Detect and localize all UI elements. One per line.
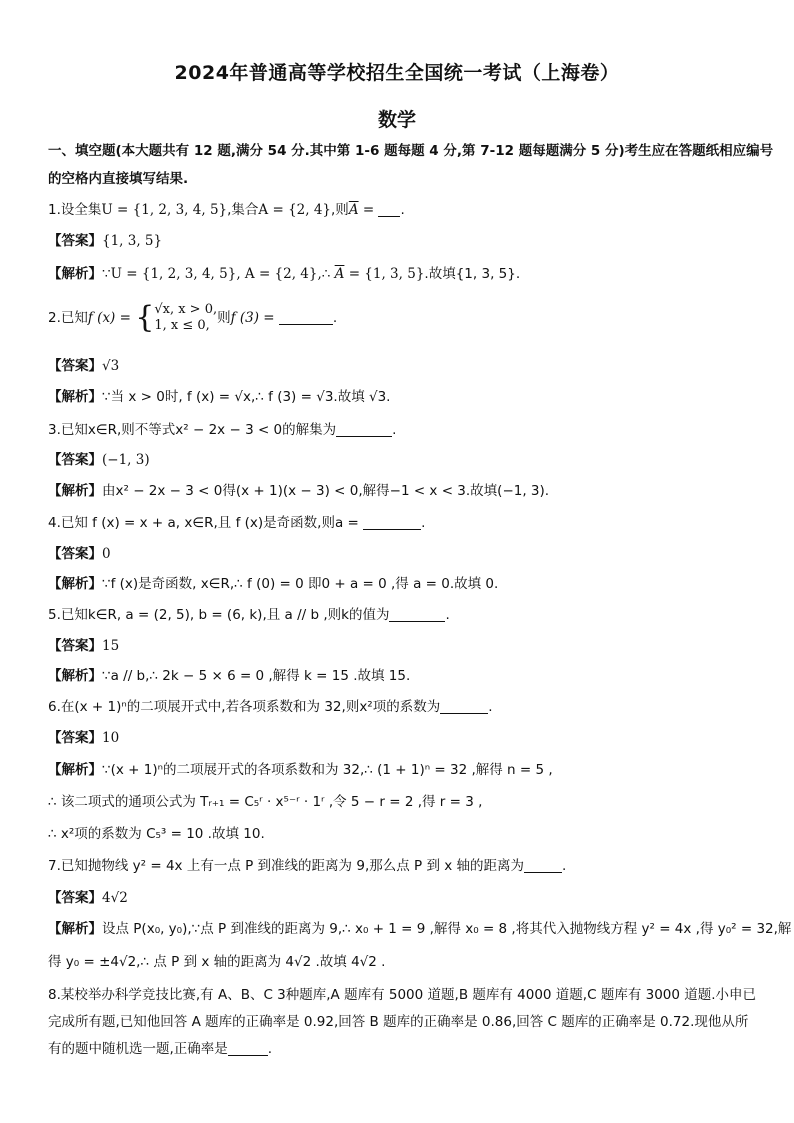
q5-answer-blank	[389, 607, 445, 622]
analysis-label: 【解析】	[48, 576, 102, 592]
answer-label: 【答案】	[48, 358, 102, 374]
analysis-label: 【解析】	[48, 668, 102, 684]
answer-3	[48, 451, 748, 469]
subject-title: 数学	[377, 109, 416, 131]
analysis-6-line3: ∴ x²项的系数为 C₅³ = 10 .故填 10.	[48, 826, 265, 842]
question-4: 4.已知 f (x) = x + a, x∈R,且 f (x)是奇函数,则a = .	[48, 515, 426, 531]
q2-cases	[154, 302, 217, 334]
q3-stem: 3.已知x∈R,则不等式x² − 2x − 3 < 0的解集为	[48, 422, 337, 438]
analysis-4	[48, 575, 748, 593]
q2-answer-blank	[279, 310, 333, 325]
analysis-1-c: .故填{1, 3, 5}.	[424, 266, 521, 282]
q1-stem-d: =	[358, 202, 379, 218]
q4-answer-blank	[363, 515, 421, 530]
analysis-7-text1: 设点 P(x₀, y₀),∵点 P 到准线的距离为 9,∴ x₀ + 1 = 9 ,解得 x₀ = 8 ,将其代入抛物线方程 y² = 4x ,得 y₀² = 32,解	[102, 921, 792, 937]
q6-stem: 6.在(x + 1)ⁿ的二项展开式中,若各项系数和为 32,则x²项的系数为	[48, 699, 441, 715]
q1-set-u: U = {1, 2, 3, 4, 5}	[101, 202, 228, 218]
answer-label: 【答案】	[48, 546, 102, 562]
q3-answer-blank	[336, 422, 392, 437]
analysis-label: 【解析】	[48, 389, 102, 405]
answer-label: 【答案】	[48, 890, 102, 906]
answer-7-value: 4√2	[102, 890, 128, 906]
answer-label: 【答案】	[48, 638, 102, 654]
q1-stem-c: ,则	[331, 202, 349, 218]
answer-1	[48, 232, 748, 250]
question-2: 2.已知f (x) = {√x, x > 0, 1, x ≤ 0, 则f (3) = .	[48, 300, 338, 335]
q8-answer-blank	[228, 1041, 268, 1056]
answer-2-value: √3	[102, 358, 120, 374]
q4-stem: 4.已知 f (x) = x + a, x∈R,且 f (x)是奇函数,则a =	[48, 515, 359, 531]
answer-2	[48, 357, 748, 375]
analysis-label: 【解析】	[48, 266, 102, 282]
section-instructions-line2: 的空格内直接填写结果.	[48, 171, 189, 187]
q7-stem: 7.已知抛物线 y² = 4x 上有一点 P 到准线的距离为 9,那么点 P 到 x 轴的距离为	[48, 858, 525, 874]
section-instructions-line1: 一、填空题(本大题共有 12 题,满分 54 分.其中第 1-6 题每题 4 分,第 7-12 题每题满分 5 分)考生应在答题纸相应编号	[48, 143, 774, 159]
analysis-6-line2: ∴ 该二项式的通项公式为 Tᵣ₊₁ = C₅ʳ · x⁵⁻ʳ · 1ʳ ,令 5 − r = 2 ,得 r = 3 ,	[48, 794, 483, 810]
analysis-7-line1	[48, 920, 792, 938]
answer-5-value: 15	[102, 638, 120, 654]
answer-6	[48, 729, 748, 747]
question-8-line2: 完成所有题,已知他回答 A 题库的正确率是 0.92,回答 B 题库的正确率是 0.86,回答 C 题库的正确率是 0.72.现他从所	[48, 1014, 749, 1030]
question-8-line3: 有的题中随机选一题,正确率是 .	[48, 1041, 273, 1057]
q2-case-1: √x, x > 0,	[154, 302, 218, 317]
question-1: 1.设全集U = {1, 2, 3, 4, 5},集合A = {2, 4},则$\overline{A}$ = .	[48, 202, 405, 218]
q8-stem-end: 有的题中随机选一题,正确率是	[48, 1041, 228, 1057]
answer-label: 【答案】	[48, 730, 102, 746]
analysis-label: 【解析】	[48, 921, 102, 937]
answer-label: 【答案】	[48, 233, 102, 249]
analysis-1-complement: $\overline{A}$	[334, 266, 345, 282]
q2-brace: {	[135, 300, 155, 335]
answer-4-value: 0	[102, 546, 111, 562]
analysis-label: 【解析】	[48, 762, 102, 778]
question-3: 3.已知x∈R,则不等式x² − 2x − 3 < 0的解集为 .	[48, 422, 397, 438]
q2-f3: f (3) =	[230, 310, 275, 326]
analysis-5-text: ∵a // b,∴ 2k − 5 × 6 = 0 ,解得 k = 15 .故填 15.	[102, 668, 411, 684]
q2-function: f (x) =	[87, 310, 131, 326]
answer-label: 【答案】	[48, 452, 102, 468]
answer-1-value: {1, 3, 5}	[102, 233, 163, 249]
q1-answer-blank	[378, 202, 400, 217]
analysis-2-text: ∵当 x > 0时, f (x) = √x,∴ f (3) = √3.故填 √3.	[102, 389, 391, 405]
question-6: 6.在(x + 1)ⁿ的二项展开式中,若各项系数和为 32,则x²项的系数为 .	[48, 699, 493, 715]
document-title: 2024年普通高等学校招生全国统一考试（上海卷）	[174, 62, 620, 84]
analysis-4-text: ∵f (x)是奇函数, x∈R,∴ f (0) = 0 即0 + a = 0 ,得 a = 0.故填 0.	[102, 576, 499, 592]
analysis-7-line2: 得 y₀ = ±4√2,∴ 点 P 到 x 轴的距离为 4√2 .故填 4√2 .	[48, 954, 386, 970]
analysis-6-line1	[48, 761, 748, 779]
q5-stem: 5.已知k∈R, a = (2, 5), b = (6, k),且 a // b ,则k的值为	[48, 607, 390, 623]
question-7: 7.已知抛物线 y² = 4x 上有一点 P 到准线的距离为 9,那么点 P 到 x 轴的距离为 .	[48, 858, 567, 874]
answer-3-value: (−1, 3)	[102, 452, 150, 468]
q2-stem-a: 2.已知	[48, 310, 88, 326]
q7-answer-blank	[524, 858, 562, 873]
question-5: 5.已知k∈R, a = (2, 5), b = (6, k),且 a // b ,则k的值为 .	[48, 607, 450, 623]
analysis-6-text1: ∵(x + 1)ⁿ的二项展开式的各项系数和为 32,∴ (1 + 1)ⁿ = 32 ,解得 n = 5 ,	[102, 762, 553, 778]
analysis-1-b: = {1, 3, 5}	[344, 266, 425, 282]
q1-set-a: A = {2, 4}	[258, 202, 332, 218]
analysis-1-a: ∵U = {1, 2, 3, 4, 5}, A = {2, 4},∴	[102, 266, 335, 282]
q1-stem-b: ,集合	[227, 202, 259, 218]
q2-stem-b: 则	[217, 310, 231, 326]
analysis-3	[48, 482, 748, 500]
answer-7	[48, 889, 748, 907]
answer-4	[48, 545, 748, 563]
q6-answer-blank	[440, 699, 488, 714]
analysis-label: 【解析】	[48, 483, 102, 499]
answer-5	[48, 637, 748, 655]
q2-case-2: 1, x ≤ 0,	[154, 318, 210, 333]
question-8-line1: 8.某校举办科学竞技比赛,有 A、B、C 3种题库,A 题库有 5000 道题,B 题库有 4000 道题,C 题库有 3000 道题.小申已	[48, 987, 757, 1003]
analysis-1	[48, 265, 748, 283]
analysis-2	[48, 388, 748, 406]
q1-complement-symbol: $\overline{A}$	[348, 202, 359, 218]
analysis-3-text: 由x² − 2x − 3 < 0得(x + 1)(x − 3) < 0,解得−1 < x < 3.故填(−1, 3).	[102, 483, 550, 499]
analysis-5	[48, 667, 748, 685]
q1-stem-a: 1.设全集	[48, 202, 102, 218]
answer-6-value: 10	[102, 730, 120, 746]
